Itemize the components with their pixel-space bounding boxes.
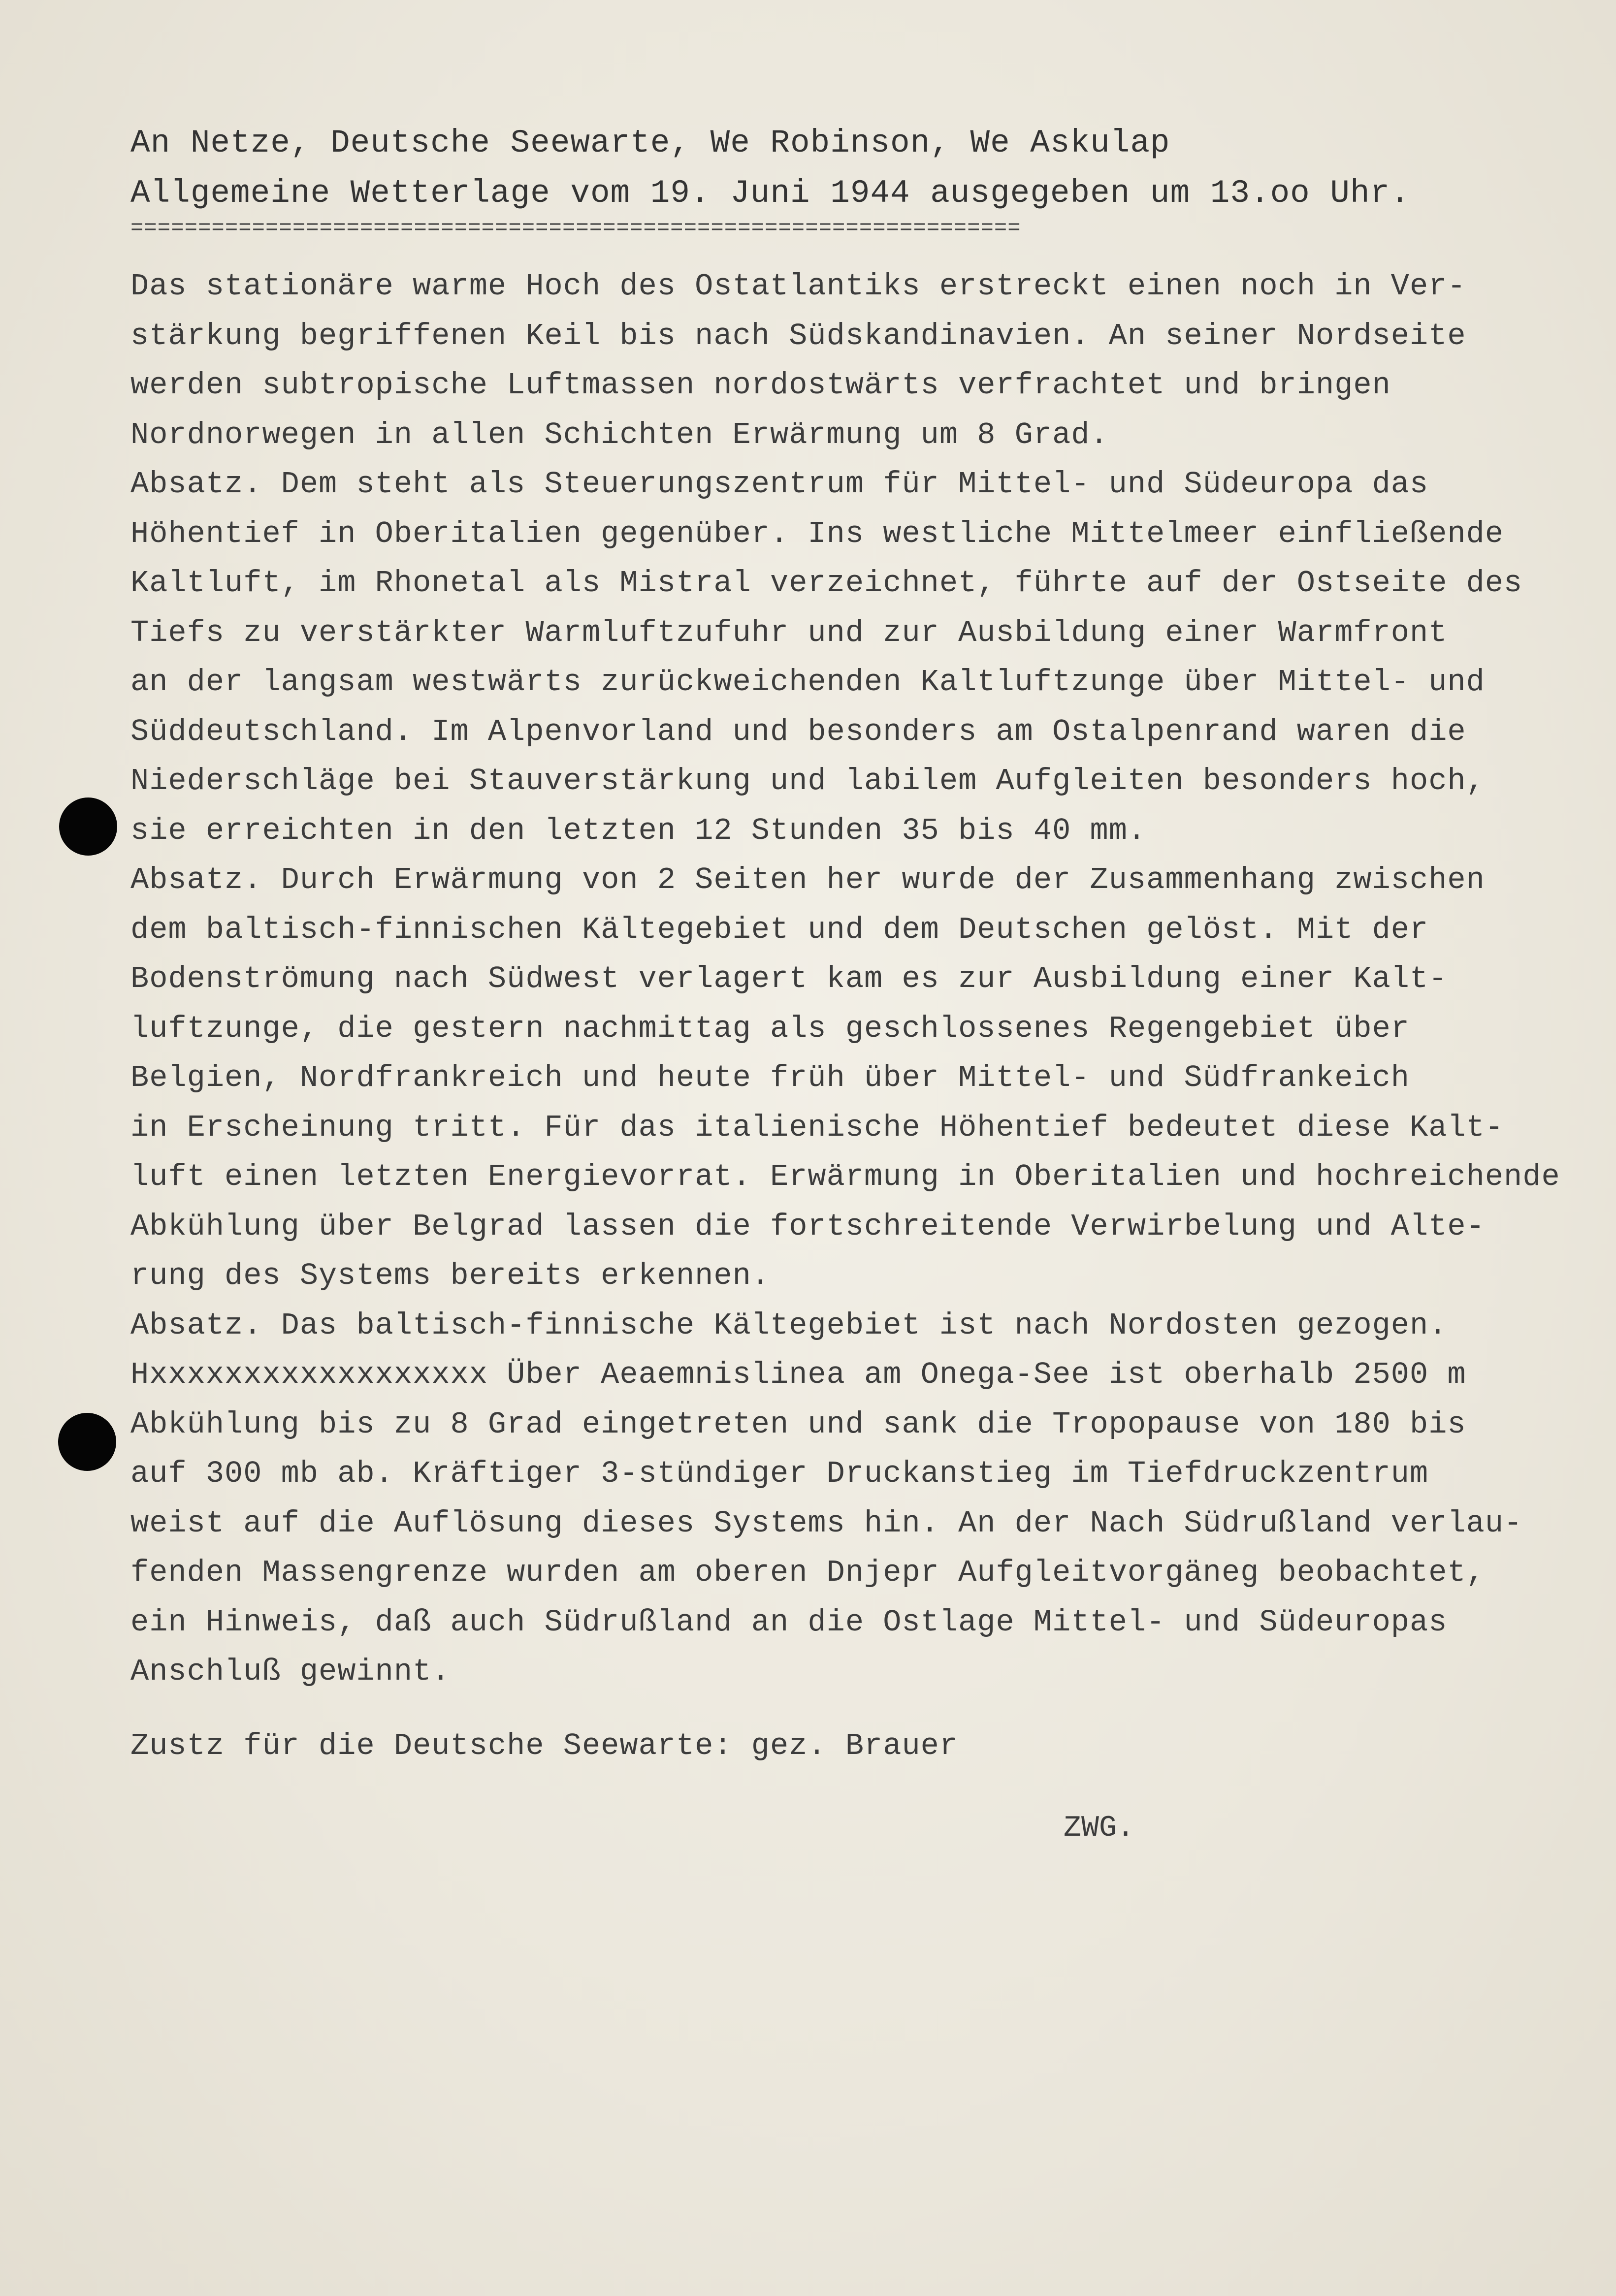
body-line: rung des Systems bereits erkennen. <box>130 1258 771 1293</box>
body-line: dem baltisch-finnischen Kältegebiet und dem Deutschen gelöst. Mit der <box>130 912 1429 947</box>
body-line: Anschluß gewinnt. <box>130 1654 451 1689</box>
body-line: Abkühlung über Belgrad lassen die fortschreitende Verwirbelung und Alte- <box>130 1209 1485 1244</box>
body-line: in Erscheinung tritt. Für das italienische Höhentief bedeutet diese Kalt- <box>130 1110 1504 1145</box>
initials: ZWG. <box>1064 1812 1135 1845</box>
body-line: werden subtropische Luftmassen nordostwärts verfrachtet und bringen <box>130 368 1391 403</box>
body-line: Abkühlung bis zu 8 Grad eingetreten und sank die Tropopause von 180 bis <box>130 1406 1466 1442</box>
body-line: Höhentief in Oberitalien gegenüber. Ins westliche Mittelmeer einfließende <box>130 516 1504 551</box>
typed-document <box>130 118 1560 1771</box>
body-line: auf 300 mb ab. Kräftiger 3-stündiger Druckanstieg im Tiefdruckzentrum <box>130 1456 1429 1491</box>
body-line: Tiefs zu verstärkter Warmluftzufuhr und zur Ausbildung einer Warmfront <box>130 615 1448 650</box>
body-line: Absatz. Dem steht als Steuerungszentrum für Mittel- und Südeuropa das <box>130 467 1429 502</box>
body-line: sie erreichten in den letzten 12 Stunden 35 bis 40 mm. <box>130 813 1147 848</box>
body-line: Das stationäre warme Hoch des Ostatlantiks erstreckt einen noch in Ver- <box>130 269 1466 304</box>
punch-hole-top <box>59 797 117 856</box>
punch-hole-bottom <box>58 1413 116 1471</box>
body-line: Nordnorwegen in allen Schichten Erwärmung um 8 Grad. <box>130 417 1109 452</box>
body-line: Kaltluft, im Rhonetal als Mistral verzeichnet, führte auf der Ostseite des <box>130 566 1523 601</box>
body-line: luftzunge, die gestern nachmittag als geschlossenes Regengebiet über <box>130 1011 1410 1046</box>
document-title: Allgemeine Wetterlage vom 19. Juni 1944 ausgegeben um 13.oo Uhr. <box>130 175 1410 212</box>
body-line: Absatz. Das baltisch-finnische Kältegebiet ist nach Nordosten gezogen. <box>130 1307 1448 1343</box>
body-line: ein Hinweis, daß auch Südrußland an die Ostlage Mittel- und Südeuropas <box>130 1604 1448 1640</box>
body-line: an der langsam westwärts zurückweichenden Kaltluftzunge über Mittel- und <box>130 665 1485 700</box>
body-line: Niederschläge bei Stauverstärkung und labilem Aufgleiten besonders hoch, <box>130 764 1485 798</box>
title-underline: ================================================================== <box>130 219 1021 238</box>
body-line: stärkung begriffenen Keil bis nach Südskandinavien. An seiner Nordseite <box>130 318 1466 353</box>
spacer <box>130 1697 1549 1722</box>
body-line: fenden Massengrenze wurden am oberen Dnjepr Aufgleitvorgäneg beobachtet, <box>130 1555 1485 1590</box>
address-line: An Netze, Deutsche Seewarte, We Robinson, We Askulap <box>130 125 1170 161</box>
body-line: Absatz. Durch Erwärmung von 2 Seiten her wurde der Zusammenhang zwischen <box>130 862 1485 897</box>
body-line: Bodenströmung nach Südwest verlagert kam es zur Ausbildung einer Kalt- <box>130 961 1448 996</box>
body-line: Süddeutschland. Im Alpenvorland und besonders am Ostalpenrand waren die <box>130 714 1466 749</box>
signoff-line: Zustz für die Deutsche Seewarte: gez. Brauer <box>130 1728 959 1763</box>
body-line: weist auf die Auflösung dieses Systems hin. An der Nach Südrußland verlau- <box>130 1505 1523 1541</box>
body-line: luft einen letzten Energievorrat. Erwärmung in Oberitalien und hochreichende <box>130 1159 1560 1194</box>
body-line: Hxxxxxxxxxxxxxxxxxx Über Aeaemnislinea am Onega-See ist oberhalb 2500 m <box>130 1357 1466 1392</box>
body-line: Belgien, Nordfrankreich und heute früh über Mittel- und Südfrankeich <box>130 1060 1410 1095</box>
report-body <box>130 262 1560 1697</box>
